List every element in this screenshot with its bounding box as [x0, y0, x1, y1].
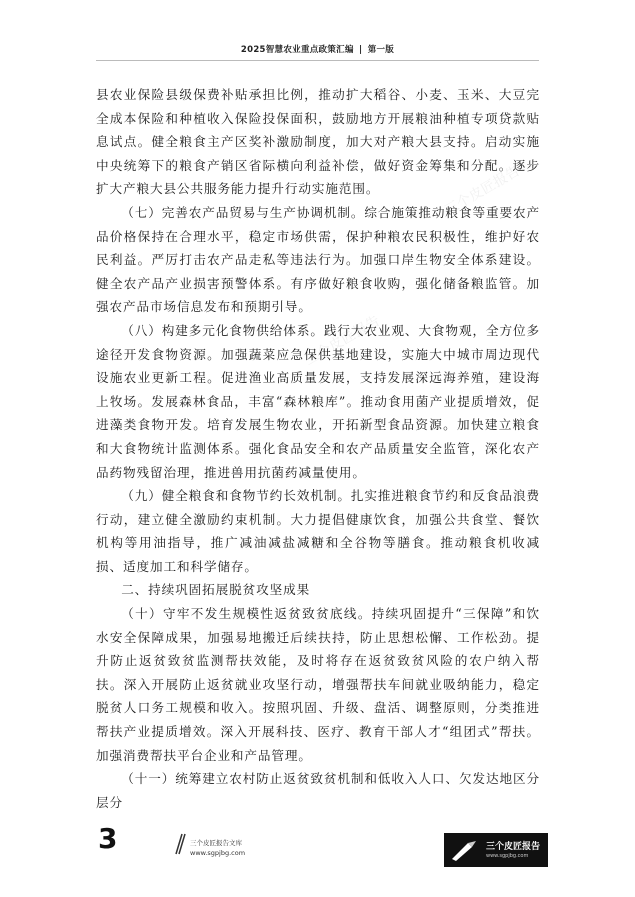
- brand-logo: [444, 833, 548, 867]
- footer-slash-icon: [172, 832, 186, 856]
- header-title: 2025智慧农业重点政策汇编: [240, 45, 354, 55]
- logo-subtext: www.sgpjbg.com: [486, 853, 529, 859]
- header-separator: |: [359, 45, 363, 55]
- footer-site-name: 三个皮匠报告文库: [190, 839, 242, 847]
- paragraph: 县农业保险县级保费补贴承担比例，推动扩大稻谷、小麦、玉米、大豆完全成本保险和种植收入保险投保面积，鼓励地方开展粮油种植专项贷款贴息试点。健全粮食主产区奖补激励制度，加大对产粮大县支持。启动实施中央统筹下的粮食产销区省际横向利益补偿，做好资金筹集和分配。逐步扩大产粮大县公共服务能力提升行动实施范围。: [96, 87, 540, 197]
- paragraph: （八）构建多元化食物供给体系。践行大农业观、大食物观，全方位多途径开发食物资源。加强蔬菜应急保供基地建设，实施大中城市周边现代设施农业更新工程。促进渔业高质量发展，支持发展深远海养殖，建设海上牧场。发展森林食品，丰富“森林粮库”。推动食用菌产业提质增效，促进藻类食物开发。培育发展生物农业，开拓新型食品资源。加快建立粮食和大食物统计监测体系。强化食品安全和农产品质量安全监管，深化农产品药物残留治理，推进兽用抗菌药减量使用。: [96, 322, 540, 480]
- paragraph: （十一）统筹建立农村防止返贫致贫机制和低收入人口、欠发达地区分层分: [96, 771, 540, 810]
- logo-text: 三个皮匠报告: [486, 842, 541, 852]
- paragraph: （十）守牢不发生规模性返贫致贫底线。持续巩固提升“三保障”和饮水安全保障成果，加强易地搬迁后续扶持，防止思想松懈、工作松劲。提升防止返贫致贫监测帮扶效能，及时将存在返贫致贫风险的农户纳入帮扶。深入开展防止返贫就业攻坚行动，增强帮扶车间就业吸纳能力，稳定脱贫人口务工规模和收入。按照巩固、升级、盘活、调整原则，分类推进帮扶产业提质增效。深入开展科技、医疗、教育干部人才“组团式”帮扶。加强消费帮扶平台企业和产品管理。: [96, 606, 540, 763]
- footer-site-url: www.sgpjbg.com: [190, 849, 246, 857]
- header-divider: [96, 60, 539, 61]
- watermark: 三个皮匠报告: [302, 312, 383, 369]
- running-header: [0, 43, 635, 55]
- paragraph: （七）完善农产品贸易与生产协调机制。综合施策推动粮食等重要农产品价格保持在合理水平，稳定市场供需，保护种粮农民积极性，维护好农民利益。严厉打击农产品走私等违法行为。加强口岸生物安全体系建设。健全农产品产业损害预警体系。有序做好粮食收购，强化储备粮监管。加强农产品市场信息发布和预期引导。: [96, 204, 540, 315]
- document-body: [96, 83, 540, 814]
- footer-site-info: [190, 838, 245, 858]
- paragraph: （九）健全粮食和食物节约长效机制。扎实推进粮食节约和反食品浪费行动，建立健全激励约束机制。大力提倡健康饮食，加强公共食堂、餐饮机构等用油指导，推广减油减盐减糖和全谷物等膳食。推动粮食机收减损、适度加工和科学储存。: [96, 488, 540, 574]
- header-edition: 第一版: [367, 45, 395, 55]
- pen-nib-icon: [450, 839, 482, 861]
- section-heading: 二、持续巩固拓展脱贫攻坚成果: [121, 582, 311, 598]
- page-number: 3: [98, 822, 118, 855]
- watermark: 三个皮匠报告: [442, 162, 523, 219]
